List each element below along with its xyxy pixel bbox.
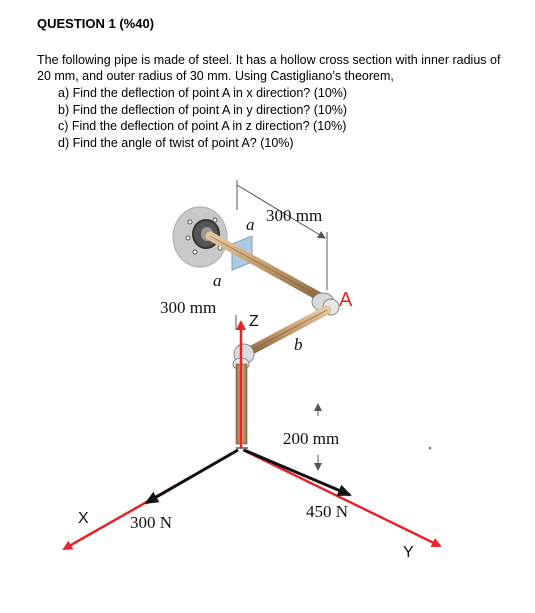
part-label: a) bbox=[58, 86, 70, 100]
part-label: c) bbox=[58, 119, 69, 133]
force-label-450n: 450 N bbox=[306, 502, 349, 521]
point-a-label: A bbox=[339, 289, 353, 311]
part-label: b) bbox=[58, 102, 70, 117]
part-text: Find the deflection of point A in x direction? (10%) bbox=[72, 86, 348, 100]
section-label-a-left: a bbox=[213, 271, 222, 290]
y-axis-line bbox=[243, 450, 440, 546]
part-text: Find the deflection of point A in z direction? (10%) bbox=[71, 119, 347, 133]
x-axis-label: X bbox=[78, 510, 89, 527]
label-b: b bbox=[294, 335, 303, 354]
dimension-label-left: 300 mm bbox=[160, 298, 217, 317]
question-part-d bbox=[58, 135, 347, 152]
question-title: QUESTION 1 (%40) bbox=[37, 16, 155, 31]
pipe-figure bbox=[0, 150, 535, 613]
part-text: Find the deflection of point A in y direction? (10%) bbox=[72, 102, 348, 117]
section-label-a-top: a bbox=[246, 215, 255, 234]
dimension-label-top: 300 mm bbox=[266, 206, 323, 225]
question-part-a bbox=[58, 85, 347, 102]
force-arrow-450n bbox=[244, 450, 350, 495]
dimension-label-vertical: 200 mm bbox=[283, 429, 340, 448]
part-text: Find the angle of twist of point A? (10%) bbox=[72, 135, 294, 150]
z-axis-label: Z bbox=[249, 313, 259, 330]
question-part-b bbox=[58, 102, 347, 119]
y-axis-label: Y bbox=[403, 544, 414, 561]
question-intro: The following pipe is made of steel. It has a hollow cross section with inner radius of 20 mm, and outer radius of 30 mm. Using Castigliano’s theorem, bbox=[37, 53, 501, 83]
force-arrow-300n bbox=[146, 450, 238, 503]
question-part-c bbox=[58, 118, 347, 135]
question-parts-list bbox=[58, 85, 347, 151]
part-label: d) bbox=[58, 135, 70, 150]
force-label-300n: 300 N bbox=[130, 513, 173, 532]
